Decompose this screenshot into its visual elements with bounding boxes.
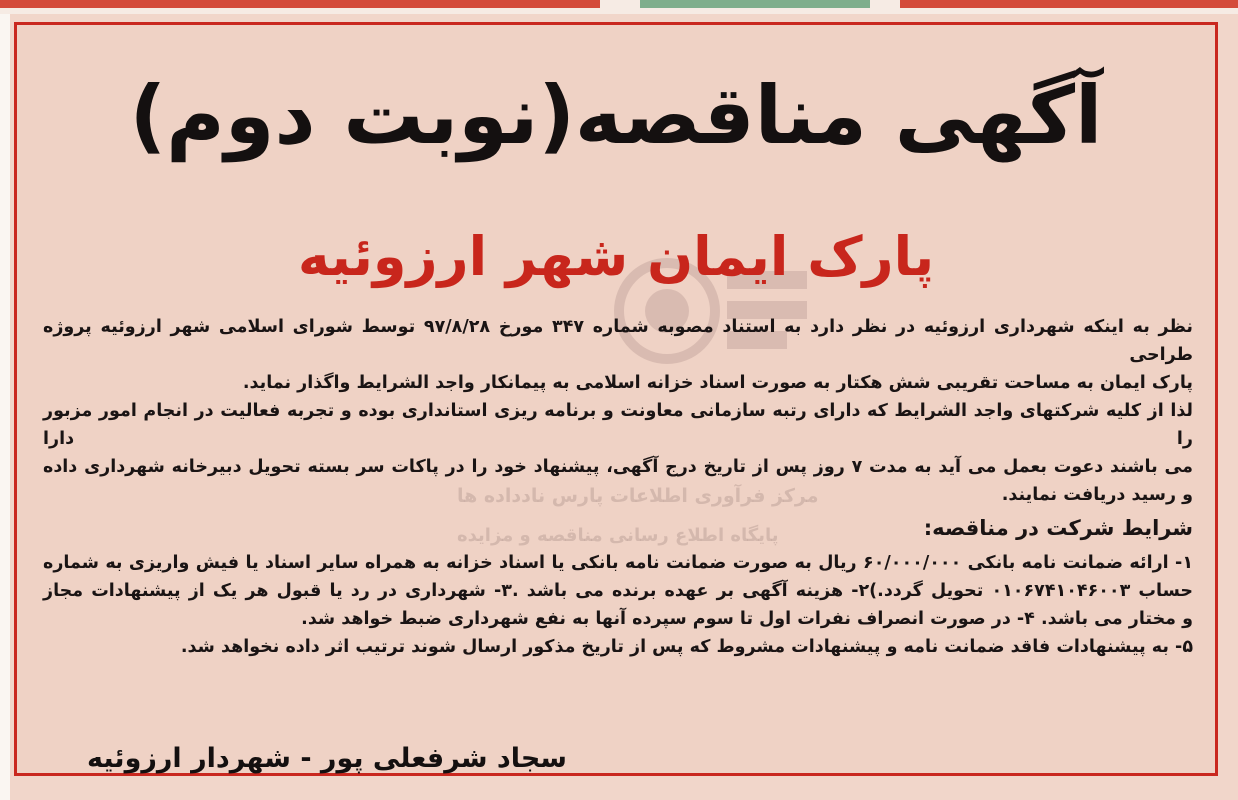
paragraph-invitation <box>43 397 1193 509</box>
conditions-list <box>43 549 1193 661</box>
notice-title: آگهی مناقصه(نوبت دوم) <box>129 69 1103 162</box>
notice-subtitle: پارک ایمان شهر ارزوئیه <box>297 225 935 288</box>
scan-edge <box>0 0 10 800</box>
watermark-line-1: مرکز فرآوری اطلاعات پارس نادداده ها <box>457 485 819 507</box>
paragraph-line: می باشند دعوت بعمل می آید به مدت ۷ روز پس از تاریخ درج آگهی، پیشنهاد خود را در پاکات سر بسته تحویل دبیرخانه شهرداری داده <box>43 457 1193 477</box>
paragraph-line: و رسید دریافت نمایند. <box>1001 485 1193 505</box>
strip-red-left <box>0 0 600 8</box>
paragraph-intro <box>43 313 1193 397</box>
paragraph-line: پارک ایمان به مساحت تقریبی شش هکتار به صورت اسناد خزانه اسلامی به پیمانکار واجد الشرایط واگذار نماید. <box>242 373 1193 393</box>
strip-red-right <box>900 0 1238 8</box>
strip-green <box>640 0 870 8</box>
condition-line: حساب ۰۱۰۶۷۴۱۰۴۶۰۰۳ تحویل گردد.)۲- هزینه آگهی بر عهده برنده می باشد .۳- شهرداری در رد یا قبول هر یک از پیشنهادات مجاز <box>43 581 1193 601</box>
paragraph-line: لذا از کلیه شرکتهای واجد الشرایط که دارای رتبه سازمانی معاونت و برنامه ریزی استانداری بوده و تجربه فعالیت در انجام امور مزبور را دارا <box>43 401 1193 449</box>
signature: سجاد شرفعلی پور - شهردار ارزوئیه <box>87 743 567 774</box>
notice-frame <box>14 22 1218 776</box>
notice-body <box>43 313 1193 661</box>
condition-line: ۵- به پیشنهادات فاقد ضمانت نامه و پیشنهادات مشروط که پس از تاریخ مذکور ارسال شوند ترتیب اثر داده نخواهد شد. <box>180 637 1193 657</box>
condition-line: و مختار می باشد. ۴- در صورت انصراف نفرات اول تا سوم سپرده آنها به نفع شهرداری ضبط خواهد شد. <box>301 609 1193 629</box>
top-color-strip <box>0 0 1238 14</box>
paragraph-line: نظر به اینکه شهرداری ارزوئیه در نظر دارد به استناد مصوبه شماره ۳۴۷ مورخ ۹۷/۸/۲۸ توسط شورای اسلامی شهر ارزوئیه پروژه طراحی <box>43 317 1193 365</box>
watermark-line-2: پایگاه اطلاع رسانی مناقصه و مزایده <box>457 525 779 546</box>
conditions-heading: شرایط شرکت در مناقصه: <box>923 516 1193 540</box>
condition-line: ۱- ارائه ضمانت نامه بانکی ۶۰/۰۰۰/۰۰۰ ریال به صورت ضمانت نامه بانکی یا اسناد خزانه به همراه سایر اسناد یا فیش واریزی به شماره <box>43 553 1193 573</box>
